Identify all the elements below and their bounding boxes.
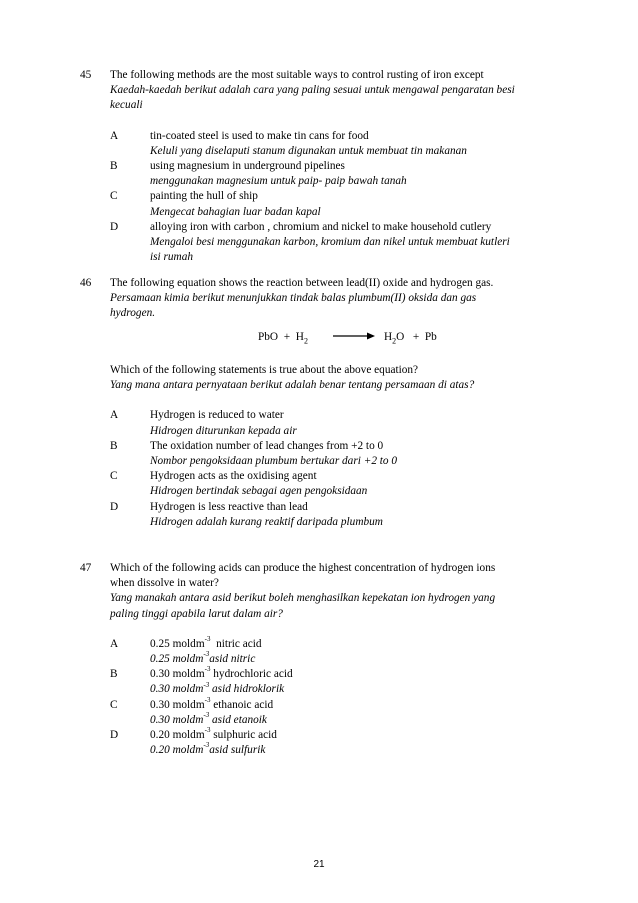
option-text-english: tin-coated steel is used to make tin cans for food (150, 129, 369, 142)
option-text-english: 0.30 moldm$^{-3}$ ethanoic acid (150, 695, 274, 711)
option-a[interactable] (110, 408, 580, 438)
option-text-english: Hydrogen acts as the oxidising agent (150, 470, 317, 483)
option-text-malay: 0.25 moldm$^{-3}$asid nitric (150, 650, 256, 666)
option-letter: C (110, 190, 118, 203)
option-b[interactable] (110, 439, 580, 469)
option-list (110, 408, 580, 530)
stem-malay: Yang manakah antara asid berikut boleh menghasilkan kepekatan ion hydrogen yang (110, 592, 496, 605)
option-text-english: 0.20 moldm$^{-3}$ sulphuric acid (150, 726, 277, 741)
products (384, 330, 437, 345)
option-letter: D (110, 220, 119, 233)
option-letter: C (110, 470, 118, 483)
option-list (110, 637, 580, 759)
question-body (110, 561, 580, 758)
option-text-malay: Hidrogen adalah kurang reaktif daripada plumbum (150, 515, 383, 528)
reactant-lead-oxide: PbO (258, 331, 279, 343)
option-text-english: painting the hull of ship (150, 190, 258, 203)
option-b[interactable] (110, 159, 580, 189)
option-d[interactable] (110, 220, 580, 266)
stem-english: The following equation shows the reaction between lead(II) oxide and hydrogen gas. (110, 277, 494, 289)
option-c[interactable] (110, 189, 580, 219)
question-number: 45 (80, 69, 92, 81)
question-body (110, 68, 580, 265)
option-c[interactable] (110, 469, 580, 499)
stem-malay-cont: kecuali (110, 99, 143, 112)
option-text-english: using magnesium in underground pipelines (150, 160, 345, 172)
option-letter: A (110, 409, 119, 422)
option-d[interactable] (110, 500, 580, 530)
option-letter: D (110, 500, 119, 513)
option-c[interactable] (110, 695, 580, 728)
option-a[interactable] (110, 637, 580, 667)
reactant-hydrogen: $H_2$ (295, 331, 308, 346)
option-text-malay: Mengaloi besi menggunakan karbon, kromium dan nikel untuk membuat kutleri (150, 235, 510, 248)
option-text-english: 0.25 moldm$^{-3}$ nitric acid (150, 635, 262, 650)
option-a[interactable] (110, 129, 580, 159)
option-letter: A (110, 637, 119, 650)
question-number: 47 (80, 562, 92, 574)
plus-sign: + (283, 331, 291, 343)
option-text-english: The oxidation number of lead changes from +2 to 0 (150, 439, 384, 452)
stem-english: The following methods are the most suitable ways to control rusting of iron except (110, 69, 484, 81)
stem-malay: Persamaan kimia berikut menunjukkan tindak balas plumbum(II) oksida dan gas (110, 292, 477, 305)
product-lead: Pb (424, 331, 437, 343)
option-text-english: alloying iron with carbon , chromium and nickel to make household cutlery (150, 220, 492, 233)
option-letter: A (110, 129, 119, 142)
option-text-english: 0.30 moldm$^{-3}$ hydrochloric acid (150, 665, 293, 681)
option-letter: C (110, 698, 118, 711)
option-letter: B (110, 160, 118, 172)
option-text-malay: menggunakan magnesium untuk paip- paip bawah tanah (150, 175, 407, 188)
product-water: $H_2O$ (384, 331, 405, 346)
question-english: Which of the following statements is true about the above equation? (110, 364, 419, 376)
question-number: 46 (80, 277, 92, 289)
option-letter: D (110, 728, 119, 741)
question-body (110, 276, 580, 322)
option-list (110, 129, 580, 266)
option-text-malay: Mengecat bahagian luar badan kapal (150, 205, 321, 218)
reaction-arrow-icon (333, 331, 375, 341)
stem-malay-cont: hydrogen. (110, 307, 156, 320)
option-text-malay: 0.20 moldm$^{-3}$asid sulfurik (150, 741, 266, 757)
question-malay: Yang mana antara pernyataan berikut adalah benar tentang persamaan di atas? (110, 379, 475, 392)
stem-malay: Kaedah-kaedah berikut adalah cara yang paling sesuai untuk mengawal pengaratan besi (110, 84, 515, 97)
question-body (110, 363, 580, 530)
option-text-malay: Keluli yang diselaputi stanum digunakan untuk membuat tin makanan (150, 144, 467, 157)
stem-english: Which of the following acids can produce the highest concentration of hydrogen ions (110, 562, 496, 574)
chemical-equation (258, 330, 308, 345)
option-text-malay: 0.30 moldm$^{-3}$ asid hidroklorik (150, 680, 285, 696)
option-b[interactable] (110, 667, 580, 697)
option-text-malay: 0.30 moldm$^{-3}$ asid etanoik (150, 711, 267, 726)
option-text-malay: Hidrogen bertindak sebagai agen pengoksidaan (150, 485, 368, 498)
option-text-malay: Nombor pengoksidaan plumbum bertukar dari +2 to 0 (150, 455, 398, 467)
plus-sign: + (412, 331, 420, 343)
option-text-malay: Hidrogen diturunkan kepada air (150, 424, 297, 437)
stem-malay-cont: paling tinggi apabila larut dalam air? (110, 607, 283, 620)
option-letter: B (110, 668, 118, 681)
option-text-english: Hydrogen is reduced to water (150, 409, 284, 422)
option-text-malay-cont: isi rumah (150, 251, 193, 264)
page-number: 21 (313, 859, 325, 870)
option-letter: B (110, 439, 118, 452)
stem-english-cont: when dissolve in water? (110, 577, 219, 590)
option-text-english: Hydrogen is less reactive than lead (150, 500, 308, 513)
option-d[interactable] (110, 728, 580, 758)
